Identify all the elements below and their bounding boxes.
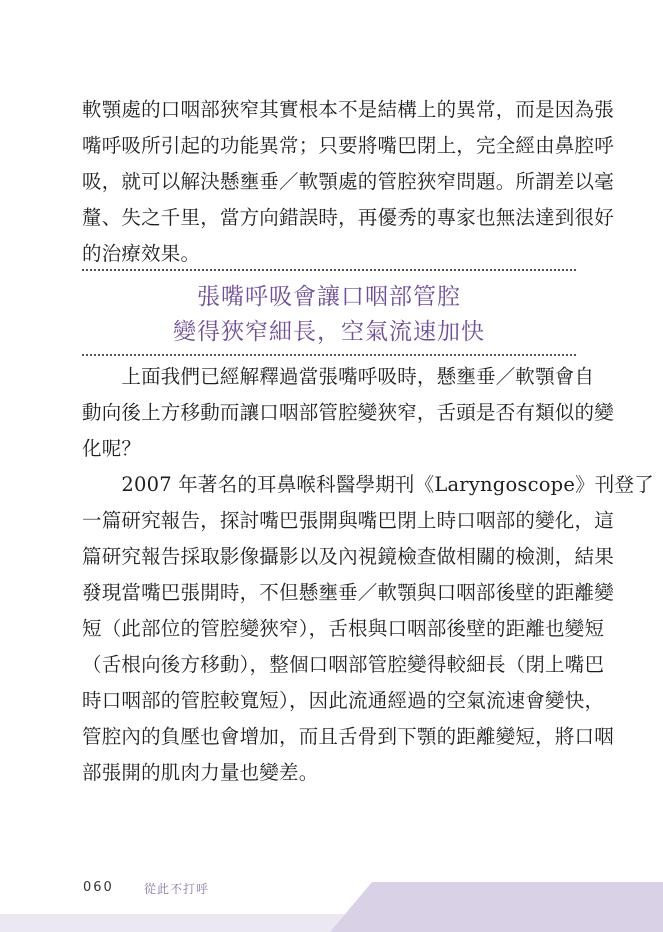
paragraph-line: 吸，就可以解決懸壅垂／軟顎處的管腔狹窄問題。所謂差以毫 (82, 170, 614, 193)
paragraph-line: 的治療效果。 (82, 242, 201, 265)
paragraph-line: 篇研究報告採取影像攝影以及內視鏡檢查做相關的檢測，結果 (82, 545, 614, 568)
running-book-title: 從此不打呼 (144, 882, 210, 896)
paragraph-line: 釐、失之千里，當方向錯誤時，再優秀的專家也無法達到很好 (82, 206, 614, 229)
body-paragraphs (82, 359, 654, 791)
paragraph-line: 短（此部位的管腔變狹窄），舌根與口咽部後壁的距離也變短 (82, 617, 605, 640)
paragraph-line: 2007 年著名的耳鼻喉科醫學期刊《Laryngoscope》刊登了 (82, 473, 654, 496)
paragraph-line: （舌根向後方移動），整個口咽部管腔變得較細長（閉上嘴巴 (82, 653, 605, 676)
paragraph-line: 化呢？ (82, 437, 142, 460)
paragraph-line: 嘴呼吸所引起的功能異常；只要將嘴巴閉上，完全經由鼻腔呼 (82, 134, 614, 157)
paragraph-line: 發現當嘴巴張開時，不但懸壅垂／軟顎與口咽部後壁的距離變 (82, 581, 614, 604)
paragraph-line: 一篇研究報告，探討嘴巴張開與嘴巴閉上時口咽部的變化，這 (82, 509, 614, 532)
page-number: 060 (83, 880, 114, 895)
paragraph-line: 管腔內的負壓也會增加，而且舌骨到下顎的距離變短，將口咽 (82, 725, 614, 748)
heading-bottom-divider (82, 354, 576, 356)
section-heading-line-1: 張嘴呼吸會讓口咽部管腔 (197, 284, 461, 310)
footer-band-accent (330, 882, 663, 932)
section-heading-line-2: 變得狹窄細長，空氣流速加快 (173, 319, 485, 345)
paragraph-line: 時口咽部的管腔較寬短），因此流通經過的空氣流速會變快， (82, 689, 605, 712)
heading-top-divider (82, 269, 576, 271)
paragraph-line: 部張開的肌肉力量也變差。 (82, 761, 319, 784)
paragraph-line: 動向後上方移動而讓口咽部管腔變狹窄，舌頭是否有類似的變 (82, 401, 614, 424)
intro-paragraph (82, 92, 614, 272)
paragraph-line: 軟顎處的口咽部狹窄其實根本不是結構上的異常，而是因為張 (82, 98, 614, 121)
paragraph-line: 上面我們已經解釋過當張嘴呼吸時，懸壅垂／軟顎會自 (82, 365, 595, 388)
